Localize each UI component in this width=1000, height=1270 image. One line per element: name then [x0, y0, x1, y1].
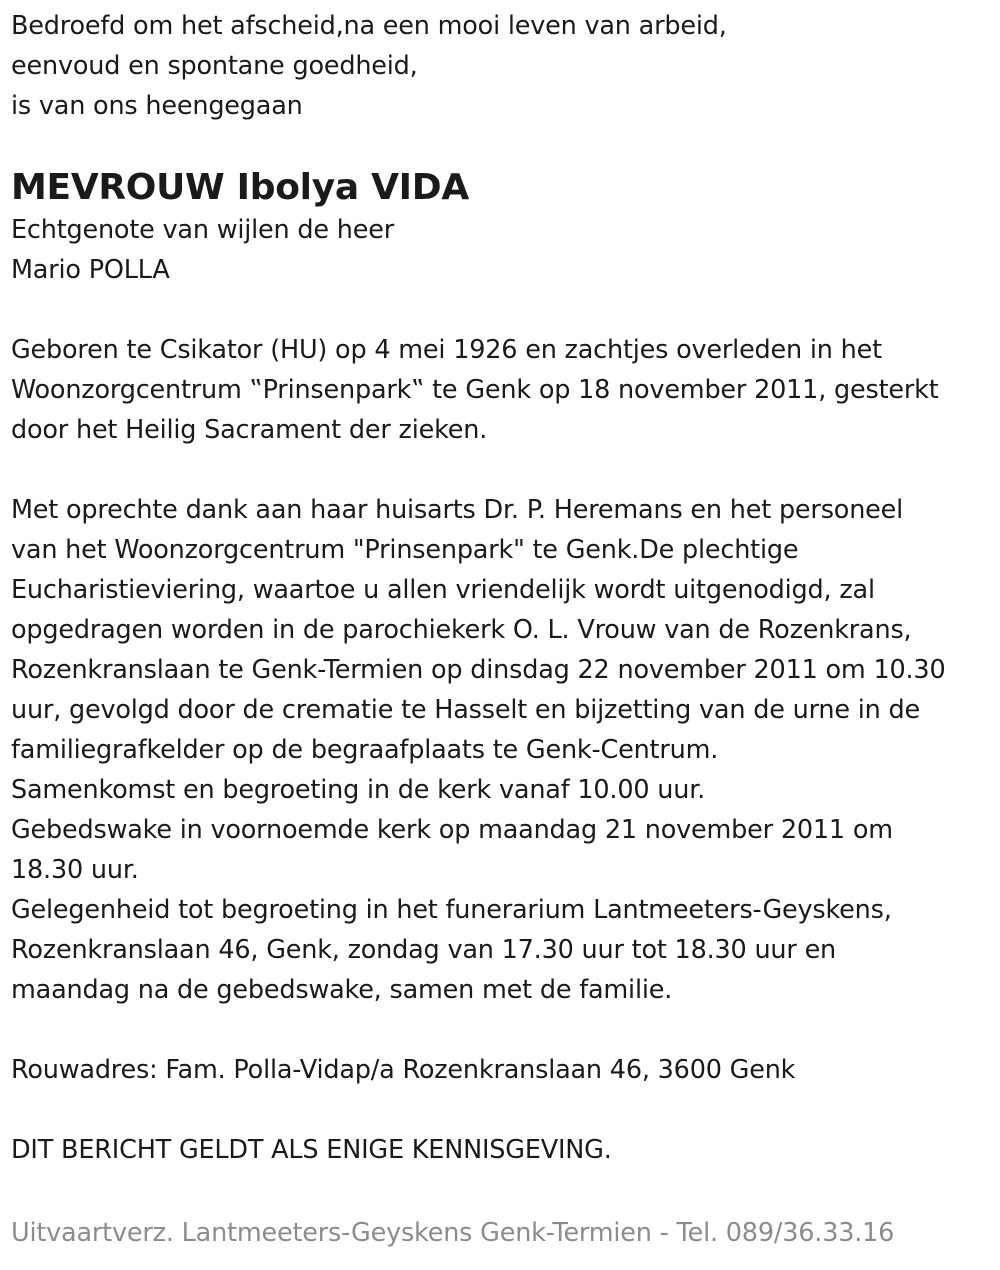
birth-line: door het Heilig Sacrament der zieken.	[11, 415, 488, 445]
details-line: Eucharistieviering, waartoe u allen vriendelijk wordt uitgenodigd, zal	[11, 575, 875, 605]
details-line: Gelegenheid tot begroeting in het funerarium Lantmeeters-Geyskens,	[11, 895, 892, 925]
intro-line: Bedroefd om het afscheid,na een mooi leven van arbeid,	[11, 11, 727, 41]
deceased-name: MEVROUW Ibolya VIDA	[11, 167, 469, 208]
details-line: van het Woonzorgcentrum "Prinsenpark" te Genk.De plechtige	[11, 535, 799, 565]
spouse-line: Echtgenote van wijlen de heer	[11, 215, 394, 245]
notice-statement: DIT BERICHT GELDT ALS ENIGE KENNISGEVING.	[11, 1135, 612, 1165]
details-line: opgedragen worden in de parochiekerk O. L. Vrouw van de Rozenkrans,	[11, 615, 912, 645]
intro-line: is van ons heengegaan	[11, 91, 303, 121]
intro-line: eenvoud en spontane goedheid,	[11, 51, 418, 81]
service-details	[11, 490, 991, 1010]
details-line: Met oprechte dank aan haar huisarts Dr. P. Heremans en het personeel	[11, 495, 904, 525]
birth-death-info	[11, 330, 991, 450]
obituary-notice	[11, 6, 991, 1170]
details-line: maandag na de gebedswake, samen met de familie.	[11, 975, 673, 1005]
details-line: Gebedswake in voornoemde kerk op maandag 21 november 2011 om	[11, 815, 893, 845]
details-line: Rozenkranslaan te Genk-Termien op dinsdag 22 november 2011 om 10.30	[11, 655, 946, 685]
details-line: uur, gevolgd door de crematie te Hasselt en bijzetting van de urne in de	[11, 695, 920, 725]
spouse-info	[11, 210, 991, 290]
details-line: familiegrafkelder op de begraafplaats te Genk-Centrum.	[11, 735, 719, 765]
intro-verse	[11, 6, 991, 126]
details-line: Rozenkranslaan 46, Genk, zondag van 17.30 uur tot 18.30 uur en	[11, 935, 837, 965]
birth-line: Woonzorgcentrum ‟Prinsenpark‟ te Genk op 18 november 2011, gesterkt	[11, 375, 939, 405]
birth-line: Geboren te Csikator (HU) op 4 mei 1926 en zachtjes overleden in het	[11, 335, 882, 365]
details-line: 18.30 uur.	[11, 855, 139, 885]
mourning-address: Rouwadres: Fam. Polla-Vidap/a Rozenkranslaan 46, 3600 Genk	[11, 1055, 796, 1085]
spouse-line: Mario POLLA	[11, 255, 170, 285]
funeral-home-footer: Uitvaartverz. Lantmeeters-Geyskens Genk-Termien - Tel. 089/36.33.16	[11, 1218, 895, 1248]
details-line: Samenkomst en begroeting in de kerk vanaf 10.00 uur.	[11, 775, 706, 805]
